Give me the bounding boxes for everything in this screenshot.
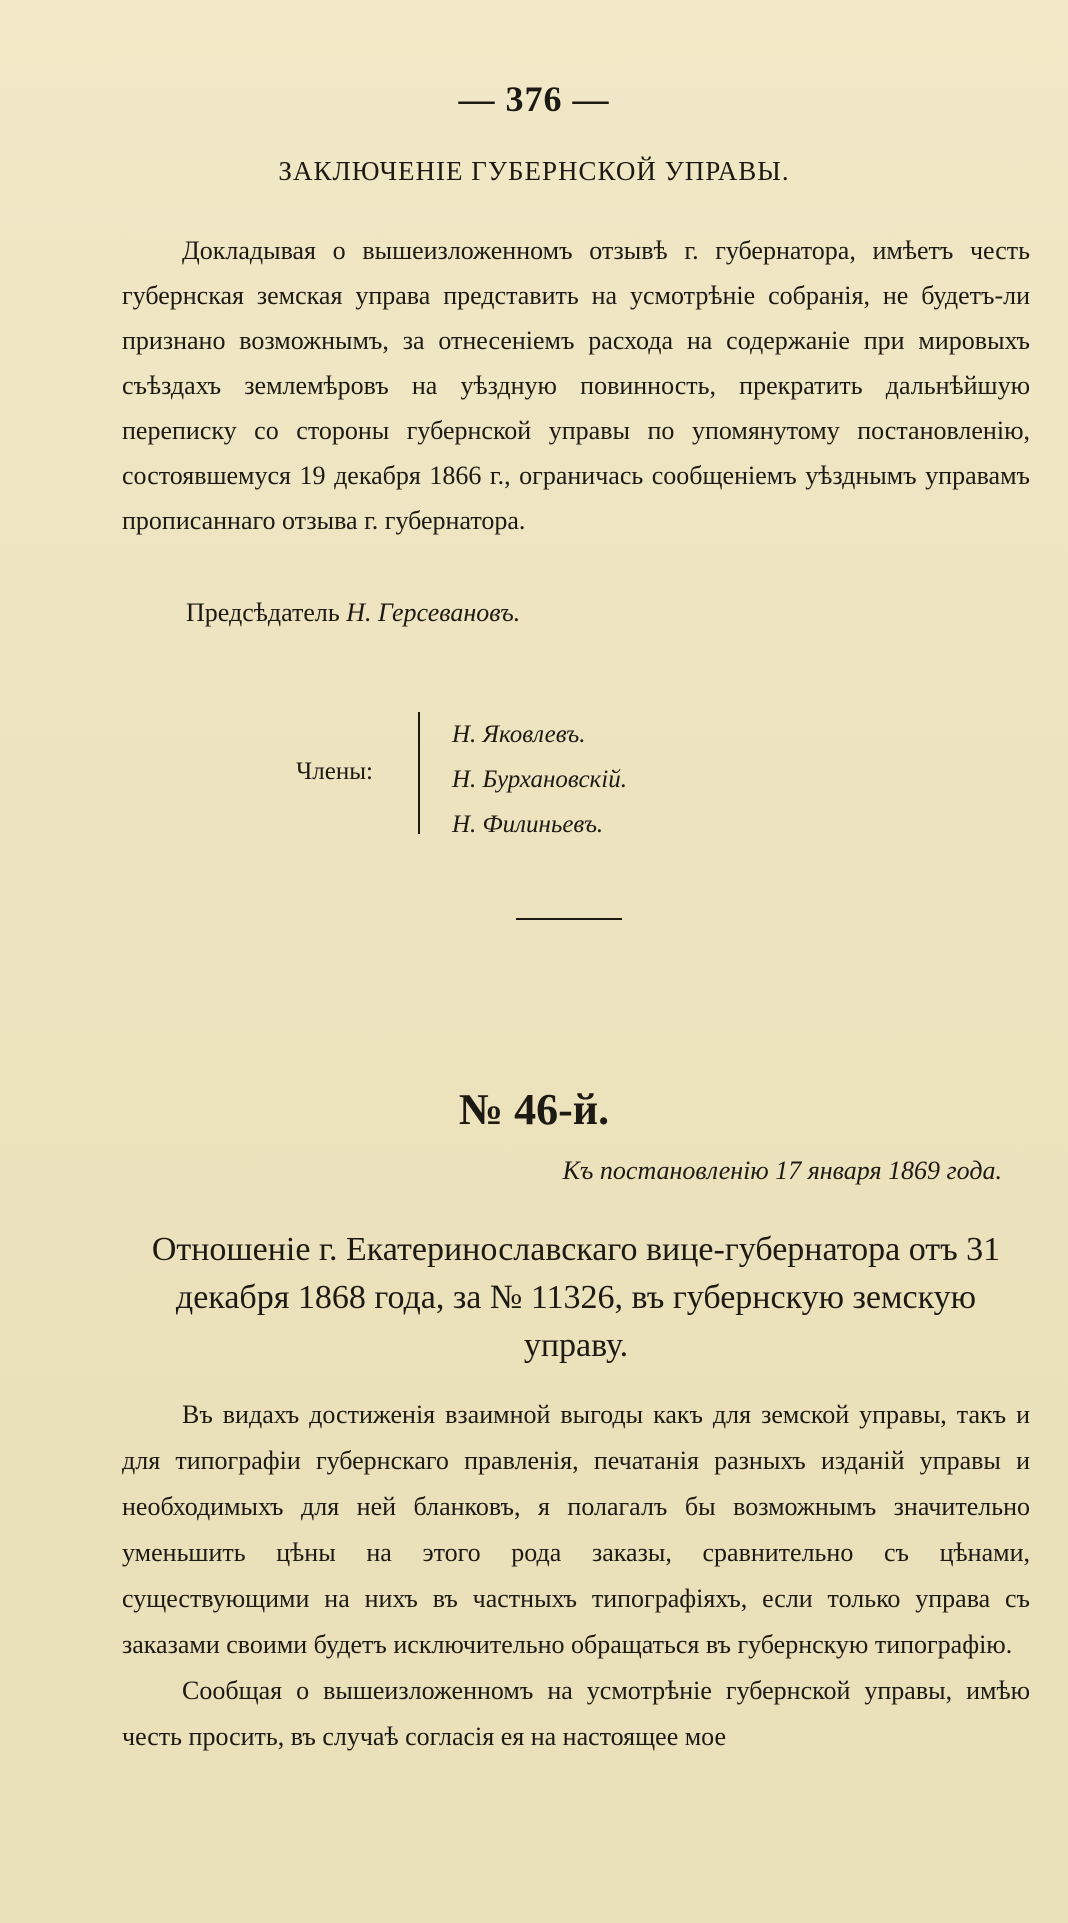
section-heading: ЗАКЛЮЧЕНІЕ ГУБЕРНСКОЙ УПРАВЫ. [278,156,790,186]
letter-paragraph-1 [122,1392,1030,1668]
paragraph-text: Сообщая о вышеизложенномъ на усмотрѣніе губернской управы, имѣю честь просить, въ случаѣ согласія ея на настоящее мое [122,1676,1030,1751]
section-divider [516,918,622,920]
chairman-label: Предсѣдатель [186,598,340,627]
page-number: — 376 — [458,79,610,119]
reference-note: Къ постановленію 17 января 1869 года. [562,1156,1002,1185]
members-label: Члены: [296,758,373,785]
member-name: Н. Филиньевъ. [452,811,604,838]
letter-paragraph-2 [122,1668,1030,1760]
document-number: № 46-й. [458,1085,610,1134]
members-list [452,712,627,847]
document-title: Отношеніе г. Екатеринославскаго вице-губернатора отъ 31 декабря 1868 года, за № 11326, въ губернскую земскую управу. [151,1231,1001,1364]
paragraph-text: Докладывая о вышеизложенномъ отзывѣ г. губернатора, имѣетъ честь губернская земская управа представить на усмотрѣніе собранія, не будетъ-ли признано возможнымъ, за отнесеніемъ расхода на содержаніе при мировыхъ съѣздахъ землемѣровъ на уѣздную повинность, прекратить дальнѣйшую переписку со стороны губернской управы по упомянутому постановленію, состоявшемуся 19 декабря 1866 г., ограничась сообщеніемъ уѣзднымъ управамъ прописаннаго отзыва г. губернатора. [122,236,1030,535]
member-name: Н. Яковлевъ. [452,721,586,748]
chairman-name: Н. Герсевановъ. [346,598,521,627]
members-brace [418,712,426,834]
chairman-signature [186,598,520,628]
member-name: Н. Бурхановскій. [452,766,627,793]
conclusion-paragraph [122,228,1030,543]
paragraph-text: Въ видахъ достиженія взаимной выгоды какъ для земской управы, такъ и для типографіи губернскаго правленія, печатанія разныхъ изданій управы и необходимыхъ для ней бланковъ, я полагалъ бы возможнымъ значительно уменьшить цѣны на этого рода заказы, сравнительно съ цѣнами, существующими на нихъ въ частныхъ типографіяхъ, если только управа съ заказами своими будетъ исключительно обращаться въ губернскую типографію. [122,1400,1030,1659]
